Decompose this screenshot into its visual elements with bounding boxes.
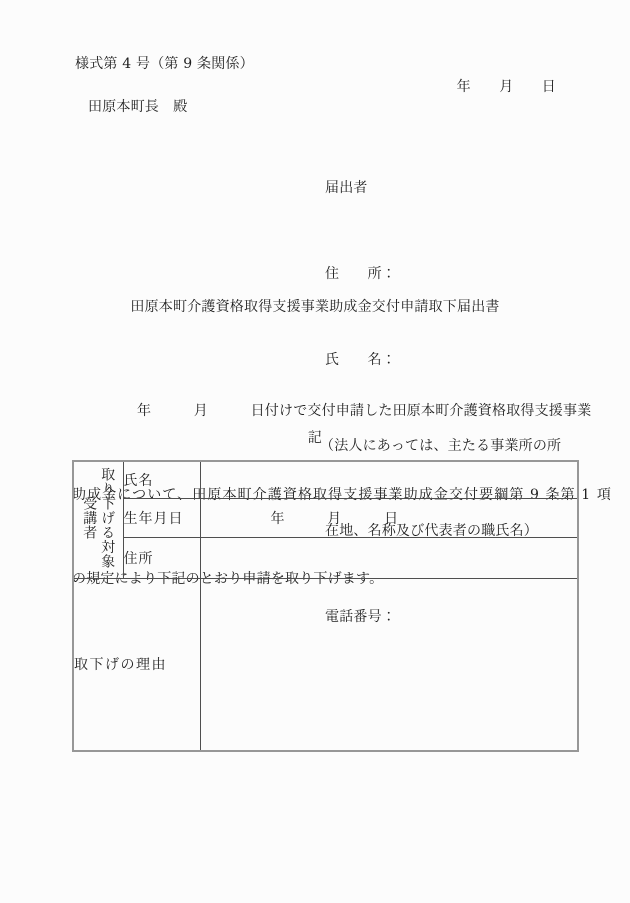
- group-label-cell: [73, 461, 123, 578]
- corporate-note-line1: （法人にあっては、主たる事業所の所: [320, 437, 562, 454]
- date-line: 年 月 日: [456, 79, 556, 95]
- withdrawal-table: [72, 460, 612, 752]
- corporate-note-line2: 在地、名称及び代表者の職氏名）: [325, 523, 538, 540]
- addressee: 田原本町長 殿: [88, 99, 188, 115]
- table-row-address: [73, 537, 578, 578]
- reason-label-cell: 取下げの理由: [73, 578, 200, 751]
- birthdate-value-cell: 年 月 日: [200, 498, 578, 537]
- table-row-birthdate: [73, 498, 578, 537]
- address-label-cell: 住所: [123, 537, 200, 578]
- reason-value-cell: [200, 578, 578, 751]
- name-value-cell: [200, 461, 578, 498]
- group-label-line2: 受講者: [81, 496, 98, 540]
- document-title: 田原本町介護資格取得支援事業助成金交付申請取下届出書: [130, 299, 500, 315]
- group-label: [80, 463, 116, 573]
- table-row-reason: [73, 578, 578, 751]
- form-number: 様式第 4 号（第 9 条関係）: [75, 56, 254, 72]
- declarant-phone-label: 電話番号：: [325, 609, 396, 626]
- birthdate-label-cell: 生年月日: [123, 498, 200, 537]
- group-label-line1: 取り下げる対象: [99, 467, 116, 569]
- table-row-name: [73, 461, 578, 498]
- name-label-cell: 氏名: [123, 461, 200, 498]
- body-line-3: の規定により下記のとおり申請を取り下げます。: [72, 571, 384, 587]
- declarant-name-label: 氏 名：: [325, 351, 396, 368]
- body-line-1: 年 月 日付けで交付申請した田原本町介護資格取得支援事業: [137, 403, 592, 419]
- address-value-cell: [200, 537, 578, 578]
- declarant-heading: 届出者: [325, 180, 368, 197]
- body-line-2: 助成金について、田原本町介護資格取得支援事業助成金交付要綱第 9 条第 1 項: [72, 487, 612, 503]
- declarant-address-label: 住 所：: [325, 265, 396, 282]
- note-heading: 記: [307, 430, 323, 446]
